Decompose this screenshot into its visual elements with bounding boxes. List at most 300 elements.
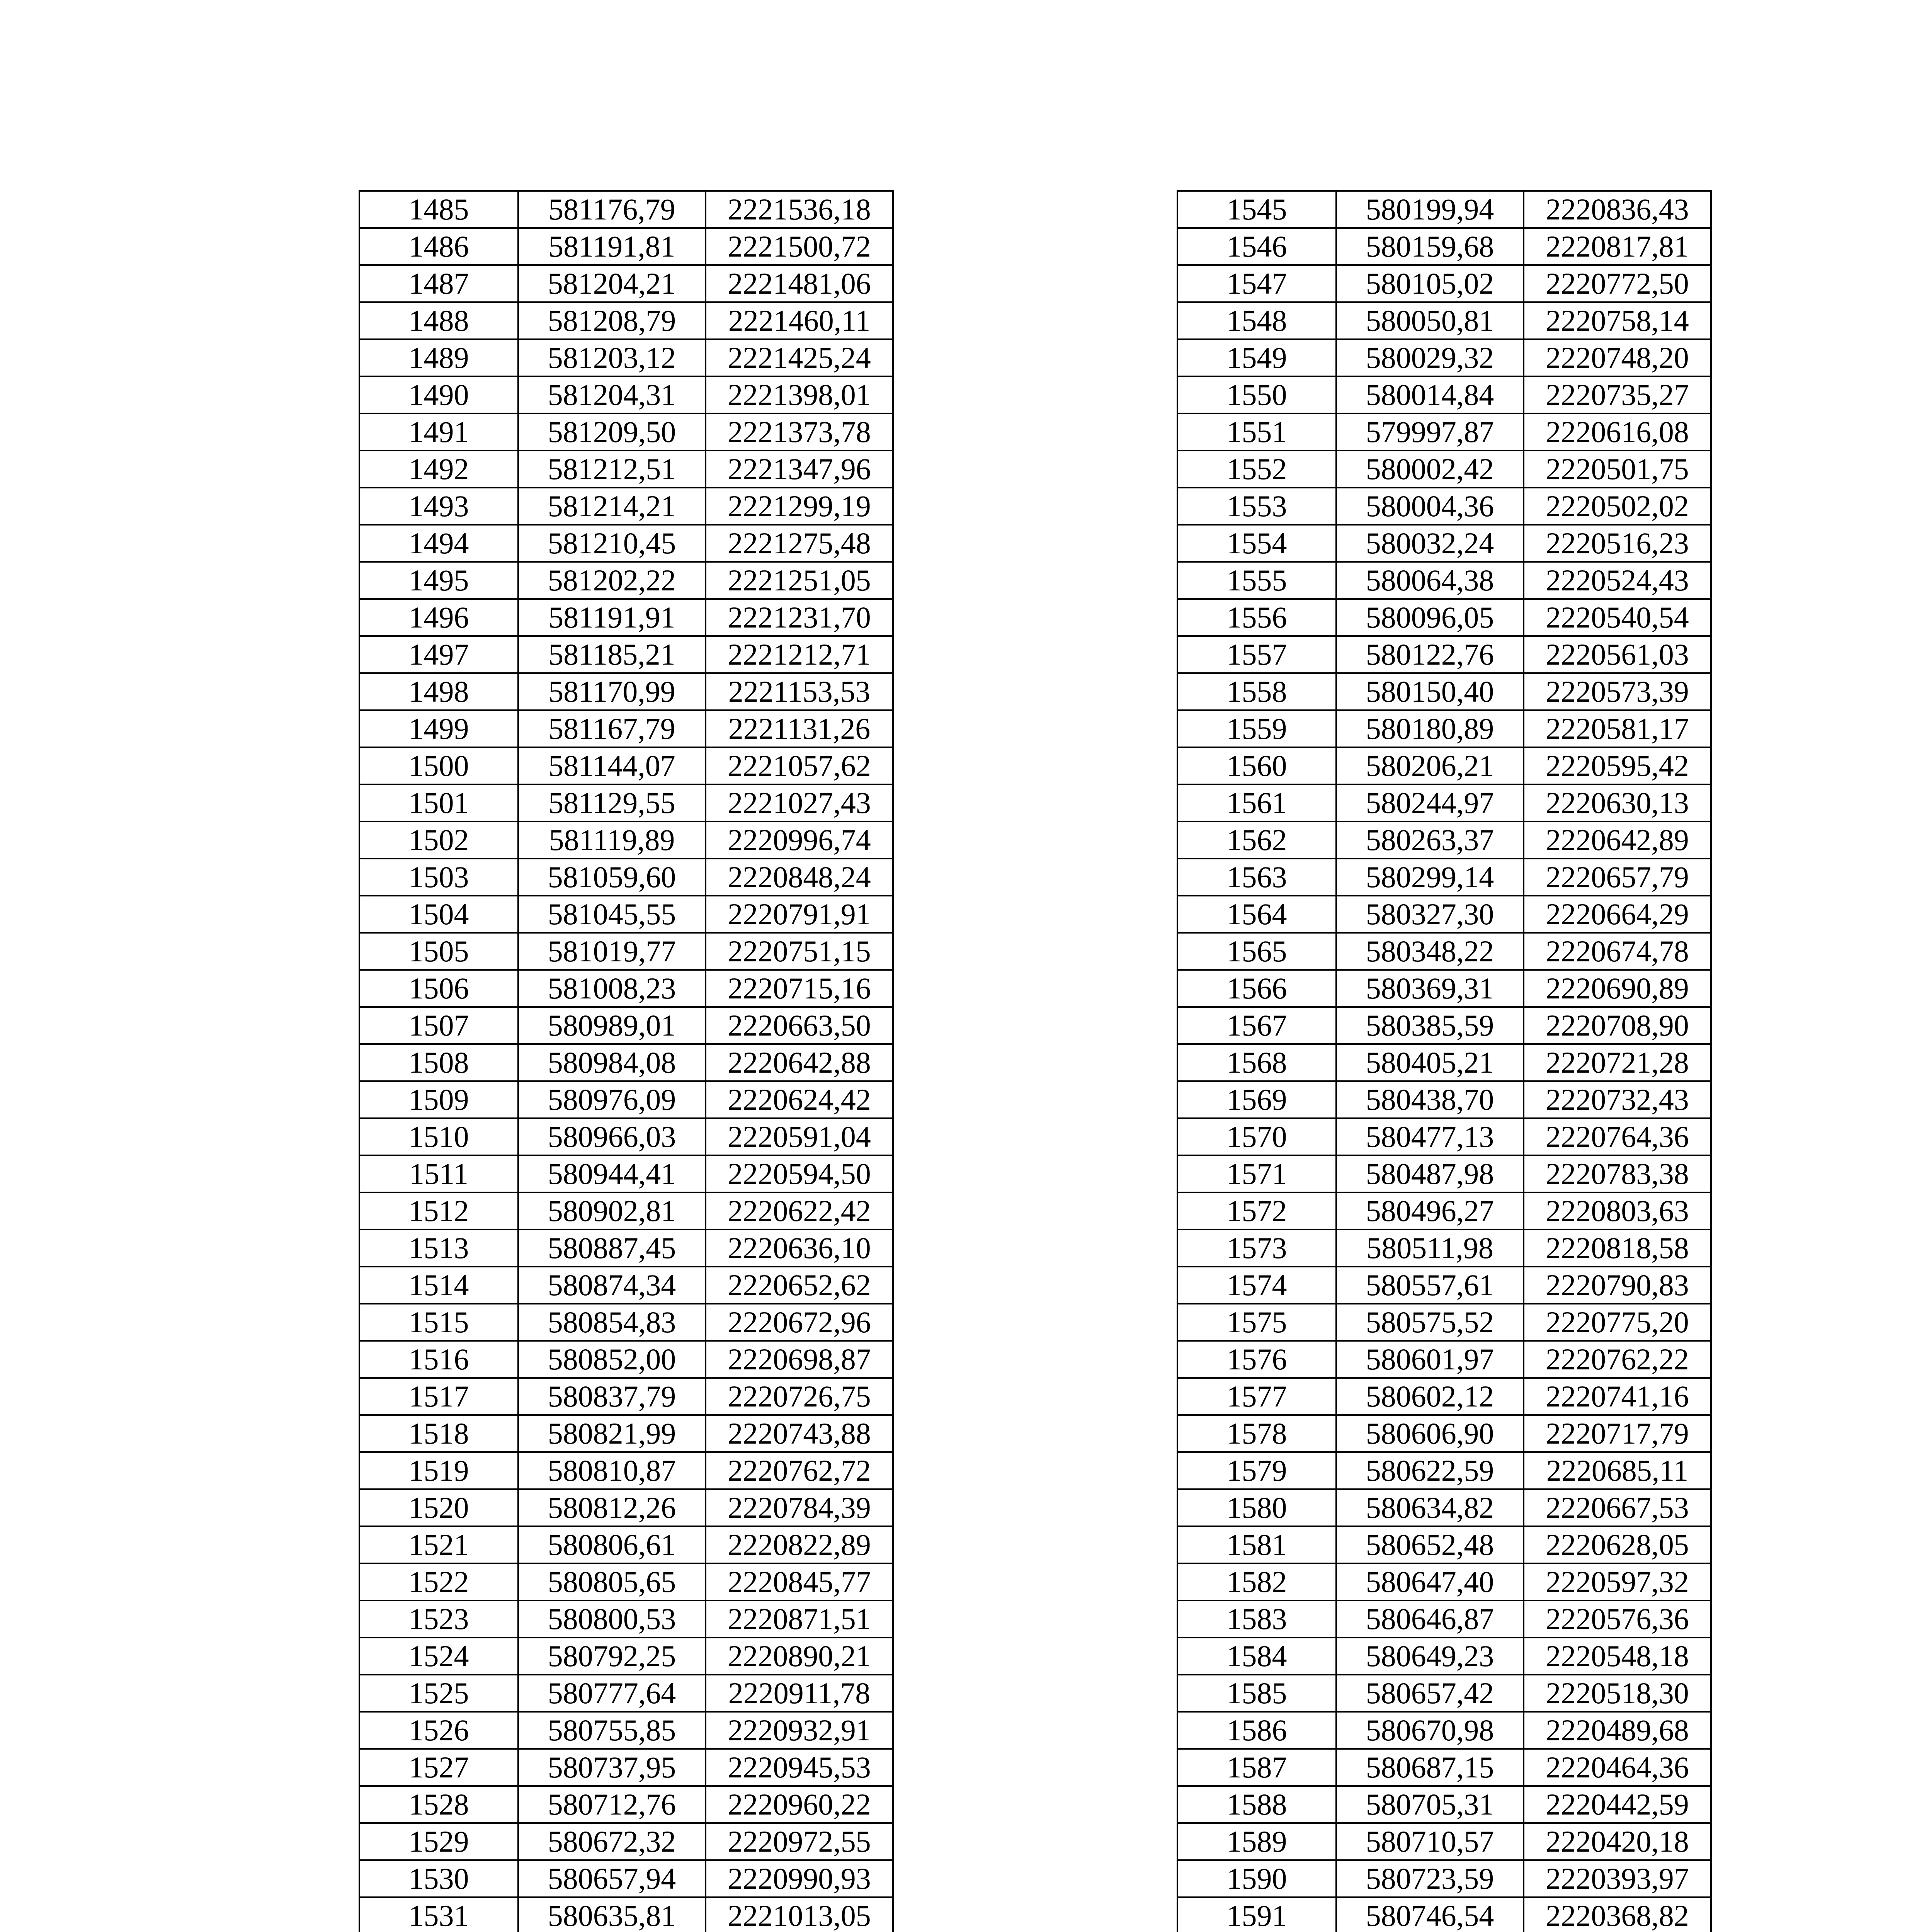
x-coordinate-cell: 580902,81 [518, 1192, 706, 1230]
y-coordinate-cell: 2220674,78 [1524, 933, 1711, 970]
table-row [1177, 1378, 1711, 1415]
table-row [359, 228, 893, 265]
x-coordinate-cell: 581191,91 [518, 599, 706, 636]
point-number-cell: 1548 [1177, 302, 1336, 339]
point-number-cell: 1564 [1177, 896, 1336, 933]
x-coordinate-cell: 580854,83 [518, 1304, 706, 1341]
table-row [1177, 228, 1711, 265]
y-coordinate-cell: 2220848,24 [706, 859, 893, 896]
table-row [359, 376, 893, 413]
y-coordinate-cell: 2220420,18 [1524, 1823, 1711, 1860]
y-coordinate-cell: 2221013,05 [706, 1897, 893, 1932]
x-coordinate-cell: 580984,08 [518, 1044, 706, 1081]
table-row [1177, 1341, 1711, 1378]
y-coordinate-cell: 2220594,50 [706, 1155, 893, 1192]
x-coordinate-cell: 580622,59 [1336, 1452, 1524, 1489]
table-row [1177, 1489, 1711, 1526]
point-number-cell: 1527 [359, 1749, 518, 1786]
x-coordinate-cell: 580096,05 [1336, 599, 1524, 636]
y-coordinate-cell: 2220597,32 [1524, 1563, 1711, 1600]
table-row [1177, 1044, 1711, 1081]
y-coordinate-cell: 2221251,05 [706, 562, 893, 599]
point-number-cell: 1568 [1177, 1044, 1336, 1081]
y-coordinate-cell: 2220717,79 [1524, 1415, 1711, 1452]
point-number-cell: 1530 [359, 1860, 518, 1897]
point-number-cell: 1575 [1177, 1304, 1336, 1341]
y-coordinate-cell: 2220591,04 [706, 1118, 893, 1155]
point-number-cell: 1489 [359, 339, 518, 376]
x-coordinate-cell: 581212,51 [518, 451, 706, 488]
y-coordinate-cell: 2220836,43 [1524, 191, 1711, 228]
table-row [359, 413, 893, 451]
x-coordinate-cell: 581202,22 [518, 562, 706, 599]
table-row [359, 933, 893, 970]
point-number-cell: 1517 [359, 1378, 518, 1415]
y-coordinate-cell: 2221299,19 [706, 488, 893, 525]
y-coordinate-cell: 2220540,54 [1524, 599, 1711, 636]
point-number-cell: 1579 [1177, 1452, 1336, 1489]
point-number-cell: 1502 [359, 821, 518, 859]
table-row [359, 747, 893, 784]
x-coordinate-cell: 580806,61 [518, 1526, 706, 1563]
y-coordinate-cell: 2220822,89 [706, 1526, 893, 1563]
x-coordinate-cell: 580649,23 [1336, 1638, 1524, 1675]
table-row [1177, 859, 1711, 896]
table-row [359, 1712, 893, 1749]
x-coordinate-cell: 580496,27 [1336, 1192, 1524, 1230]
table-row [359, 859, 893, 896]
x-coordinate-cell: 580511,98 [1336, 1230, 1524, 1267]
y-coordinate-cell: 2220518,30 [1524, 1675, 1711, 1712]
x-coordinate-cell: 580887,45 [518, 1230, 706, 1267]
table-row [1177, 265, 1711, 302]
y-coordinate-cell: 2220652,62 [706, 1267, 893, 1304]
y-coordinate-cell: 2220524,43 [1524, 562, 1711, 599]
y-coordinate-cell: 2220790,83 [1524, 1267, 1711, 1304]
point-number-cell: 1513 [359, 1230, 518, 1267]
table-row [359, 1378, 893, 1415]
point-number-cell: 1552 [1177, 451, 1336, 488]
table-row [359, 784, 893, 821]
point-number-cell: 1515 [359, 1304, 518, 1341]
table-row [1177, 1675, 1711, 1712]
point-number-cell: 1559 [1177, 710, 1336, 747]
point-number-cell: 1586 [1177, 1712, 1336, 1749]
table-row [359, 636, 893, 673]
x-coordinate-cell: 581208,79 [518, 302, 706, 339]
x-coordinate-cell: 580602,12 [1336, 1378, 1524, 1415]
point-number-cell: 1555 [1177, 562, 1336, 599]
x-coordinate-cell: 580150,40 [1336, 673, 1524, 710]
y-coordinate-cell: 2220743,88 [706, 1415, 893, 1452]
x-coordinate-cell: 580206,21 [1336, 747, 1524, 784]
y-coordinate-cell: 2220715,16 [706, 970, 893, 1007]
table-row [359, 1823, 893, 1860]
y-coordinate-cell: 2220911,78 [706, 1675, 893, 1712]
point-number-cell: 1557 [1177, 636, 1336, 673]
y-coordinate-cell: 2220622,42 [706, 1192, 893, 1230]
point-number-cell: 1571 [1177, 1155, 1336, 1192]
x-coordinate-cell: 580606,90 [1336, 1415, 1524, 1452]
x-coordinate-cell: 580050,81 [1336, 302, 1524, 339]
y-coordinate-cell: 2220871,51 [706, 1600, 893, 1638]
point-number-cell: 1569 [1177, 1081, 1336, 1118]
y-coordinate-cell: 2221347,96 [706, 451, 893, 488]
point-number-cell: 1545 [1177, 191, 1336, 228]
y-coordinate-cell: 2220642,88 [706, 1044, 893, 1081]
y-coordinate-cell: 2220708,90 [1524, 1007, 1711, 1044]
y-coordinate-cell: 2220664,29 [1524, 896, 1711, 933]
point-number-cell: 1570 [1177, 1118, 1336, 1155]
table-row [1177, 747, 1711, 784]
x-coordinate-cell: 580810,87 [518, 1452, 706, 1489]
x-coordinate-cell: 580348,22 [1336, 933, 1524, 970]
x-coordinate-cell: 580159,68 [1336, 228, 1524, 265]
table-row [359, 1415, 893, 1452]
table-row [1177, 1823, 1711, 1860]
x-coordinate-cell: 580944,41 [518, 1155, 706, 1192]
y-coordinate-cell: 2220817,81 [1524, 228, 1711, 265]
point-number-cell: 1510 [359, 1118, 518, 1155]
point-number-cell: 1585 [1177, 1675, 1336, 1712]
y-coordinate-cell: 2220516,23 [1524, 525, 1711, 562]
table-row [1177, 710, 1711, 747]
x-coordinate-cell: 580805,65 [518, 1563, 706, 1600]
point-number-cell: 1497 [359, 636, 518, 673]
x-coordinate-cell: 581167,79 [518, 710, 706, 747]
y-coordinate-cell: 2220758,14 [1524, 302, 1711, 339]
point-number-cell: 1509 [359, 1081, 518, 1118]
x-coordinate-cell: 581176,79 [518, 191, 706, 228]
table-row [359, 1044, 893, 1081]
table-row [1177, 339, 1711, 376]
x-coordinate-cell: 580634,82 [1336, 1489, 1524, 1526]
x-coordinate-cell: 580180,89 [1336, 710, 1524, 747]
y-coordinate-cell: 2220784,39 [706, 1489, 893, 1526]
table-row [359, 1897, 893, 1932]
x-coordinate-cell: 581059,60 [518, 859, 706, 896]
table-row [1177, 1415, 1711, 1452]
point-number-cell: 1572 [1177, 1192, 1336, 1230]
y-coordinate-cell: 2220726,75 [706, 1378, 893, 1415]
y-coordinate-cell: 2220945,53 [706, 1749, 893, 1786]
point-number-cell: 1563 [1177, 859, 1336, 896]
x-coordinate-cell: 580647,40 [1336, 1563, 1524, 1600]
point-number-cell: 1583 [1177, 1600, 1336, 1638]
x-coordinate-cell: 580487,98 [1336, 1155, 1524, 1192]
point-number-cell: 1519 [359, 1452, 518, 1489]
x-coordinate-cell: 580687,15 [1336, 1749, 1524, 1786]
point-number-cell: 1491 [359, 413, 518, 451]
x-coordinate-cell: 581045,55 [518, 896, 706, 933]
coordinates-table-left [359, 190, 894, 1932]
x-coordinate-cell: 580064,38 [1336, 562, 1524, 599]
x-coordinate-cell: 580746,54 [1336, 1897, 1524, 1932]
y-coordinate-cell: 2220762,72 [706, 1452, 893, 1489]
y-coordinate-cell: 2221373,78 [706, 413, 893, 451]
table-row [359, 1675, 893, 1712]
y-coordinate-cell: 2221425,24 [706, 339, 893, 376]
point-number-cell: 1550 [1177, 376, 1336, 413]
table-row [359, 488, 893, 525]
table-row [359, 710, 893, 747]
x-coordinate-cell: 580800,53 [518, 1600, 706, 1638]
table-row [1177, 821, 1711, 859]
table-body [1177, 191, 1711, 1932]
point-number-cell: 1574 [1177, 1267, 1336, 1304]
point-number-cell: 1553 [1177, 488, 1336, 525]
x-coordinate-cell: 580601,97 [1336, 1341, 1524, 1378]
point-number-cell: 1531 [359, 1897, 518, 1932]
point-number-cell: 1523 [359, 1600, 518, 1638]
point-number-cell: 1486 [359, 228, 518, 265]
table-row [1177, 488, 1711, 525]
y-coordinate-cell: 2221500,72 [706, 228, 893, 265]
x-coordinate-cell: 581209,50 [518, 413, 706, 451]
point-number-cell: 1505 [359, 933, 518, 970]
point-number-cell: 1501 [359, 784, 518, 821]
table-row [359, 1452, 893, 1489]
y-coordinate-cell: 2220772,50 [1524, 265, 1711, 302]
y-coordinate-cell: 2220442,59 [1524, 1786, 1711, 1823]
y-coordinate-cell: 2221231,70 [706, 599, 893, 636]
x-coordinate-cell: 580299,14 [1336, 859, 1524, 896]
table-row [1177, 376, 1711, 413]
point-number-cell: 1580 [1177, 1489, 1336, 1526]
y-coordinate-cell: 2220932,91 [706, 1712, 893, 1749]
point-number-cell: 1587 [1177, 1749, 1336, 1786]
point-number-cell: 1492 [359, 451, 518, 488]
point-number-cell: 1506 [359, 970, 518, 1007]
point-number-cell: 1528 [359, 1786, 518, 1823]
y-coordinate-cell: 2220735,27 [1524, 376, 1711, 413]
y-coordinate-cell: 2220672,96 [706, 1304, 893, 1341]
point-number-cell: 1584 [1177, 1638, 1336, 1675]
y-coordinate-cell: 2220628,05 [1524, 1526, 1711, 1563]
table-row [359, 1860, 893, 1897]
table-row [359, 1267, 893, 1304]
point-number-cell: 1485 [359, 191, 518, 228]
x-coordinate-cell: 580821,99 [518, 1415, 706, 1452]
table-row [1177, 413, 1711, 451]
table-row [1177, 451, 1711, 488]
table-row [1177, 1786, 1711, 1823]
point-number-cell: 1526 [359, 1712, 518, 1749]
point-number-cell: 1516 [359, 1341, 518, 1378]
x-coordinate-cell: 580672,32 [518, 1823, 706, 1860]
table-row [1177, 636, 1711, 673]
table-row [359, 1786, 893, 1823]
point-number-cell: 1582 [1177, 1563, 1336, 1600]
table-row [1177, 1267, 1711, 1304]
y-coordinate-cell: 2220698,87 [706, 1341, 893, 1378]
x-coordinate-cell: 580712,76 [518, 1786, 706, 1823]
table-row [1177, 1600, 1711, 1638]
y-coordinate-cell: 2220581,17 [1524, 710, 1711, 747]
y-coordinate-cell: 2220657,79 [1524, 859, 1711, 896]
x-coordinate-cell: 579997,87 [1336, 413, 1524, 451]
x-coordinate-cell: 580976,09 [518, 1081, 706, 1118]
table-row [1177, 1118, 1711, 1155]
point-number-cell: 1511 [359, 1155, 518, 1192]
point-number-cell: 1524 [359, 1638, 518, 1675]
y-coordinate-cell: 2220764,36 [1524, 1118, 1711, 1155]
y-coordinate-cell: 2221536,18 [706, 191, 893, 228]
table-row [1177, 1452, 1711, 1489]
point-number-cell: 1576 [1177, 1341, 1336, 1378]
table-row [359, 562, 893, 599]
y-coordinate-cell: 2220818,58 [1524, 1230, 1711, 1267]
point-number-cell: 1522 [359, 1563, 518, 1600]
point-number-cell: 1488 [359, 302, 518, 339]
table-row [359, 1489, 893, 1526]
x-coordinate-cell: 580557,61 [1336, 1267, 1524, 1304]
x-coordinate-cell: 580777,64 [518, 1675, 706, 1712]
y-coordinate-cell: 2220561,03 [1524, 636, 1711, 673]
y-coordinate-cell: 2220690,89 [1524, 970, 1711, 1007]
point-number-cell: 1578 [1177, 1415, 1336, 1452]
x-coordinate-cell: 581214,21 [518, 488, 706, 525]
y-coordinate-cell: 2220595,42 [1524, 747, 1711, 784]
x-coordinate-cell: 580263,37 [1336, 821, 1524, 859]
y-coordinate-cell: 2220368,82 [1524, 1897, 1711, 1932]
y-coordinate-cell: 2220636,10 [706, 1230, 893, 1267]
x-coordinate-cell: 580646,87 [1336, 1600, 1524, 1638]
table-row [359, 451, 893, 488]
point-number-cell: 1560 [1177, 747, 1336, 784]
y-coordinate-cell: 2220548,18 [1524, 1638, 1711, 1675]
y-coordinate-cell: 2220791,91 [706, 896, 893, 933]
point-number-cell: 1546 [1177, 228, 1336, 265]
x-coordinate-cell: 580032,24 [1336, 525, 1524, 562]
x-coordinate-cell: 580385,59 [1336, 1007, 1524, 1044]
point-number-cell: 1581 [1177, 1526, 1336, 1563]
x-coordinate-cell: 581185,21 [518, 636, 706, 673]
point-number-cell: 1556 [1177, 599, 1336, 636]
x-coordinate-cell: 580723,59 [1336, 1860, 1524, 1897]
x-coordinate-cell: 581008,23 [518, 970, 706, 1007]
y-coordinate-cell: 2220762,22 [1524, 1341, 1711, 1378]
point-number-cell: 1529 [359, 1823, 518, 1860]
table-row [1177, 1860, 1711, 1897]
y-coordinate-cell: 2221481,06 [706, 265, 893, 302]
table-row [1177, 673, 1711, 710]
x-coordinate-cell: 580105,02 [1336, 265, 1524, 302]
table-row [1177, 933, 1711, 970]
table-row [359, 1600, 893, 1638]
point-number-cell: 1521 [359, 1526, 518, 1563]
y-coordinate-cell: 2221275,48 [706, 525, 893, 562]
x-coordinate-cell: 580705,31 [1336, 1786, 1524, 1823]
y-coordinate-cell: 2220751,15 [706, 933, 893, 970]
point-number-cell: 1496 [359, 599, 518, 636]
x-coordinate-cell: 581203,12 [518, 339, 706, 376]
point-number-cell: 1518 [359, 1415, 518, 1452]
point-number-cell: 1551 [1177, 413, 1336, 451]
point-number-cell: 1514 [359, 1267, 518, 1304]
y-coordinate-cell: 2221398,01 [706, 376, 893, 413]
y-coordinate-cell: 2220845,77 [706, 1563, 893, 1600]
x-coordinate-cell: 581210,45 [518, 525, 706, 562]
table-body [359, 191, 893, 1932]
x-coordinate-cell: 581119,89 [518, 821, 706, 859]
table-row [359, 821, 893, 859]
y-coordinate-cell: 2220890,21 [706, 1638, 893, 1675]
point-number-cell: 1508 [359, 1044, 518, 1081]
table-row [1177, 562, 1711, 599]
point-number-cell: 1494 [359, 525, 518, 562]
table-row [359, 1526, 893, 1563]
y-coordinate-cell: 2220972,55 [706, 1823, 893, 1860]
y-coordinate-cell: 2220630,13 [1524, 784, 1711, 821]
table-row [1177, 1563, 1711, 1600]
x-coordinate-cell: 580837,79 [518, 1378, 706, 1415]
point-number-cell: 1573 [1177, 1230, 1336, 1267]
x-coordinate-cell: 580327,30 [1336, 896, 1524, 933]
y-coordinate-cell: 2221057,62 [706, 747, 893, 784]
point-number-cell: 1590 [1177, 1860, 1336, 1897]
y-coordinate-cell: 2220960,22 [706, 1786, 893, 1823]
x-coordinate-cell: 581019,77 [518, 933, 706, 970]
x-coordinate-cell: 580438,70 [1336, 1081, 1524, 1118]
table-row [1177, 1712, 1711, 1749]
y-coordinate-cell: 2220741,16 [1524, 1378, 1711, 1415]
x-coordinate-cell: 580029,32 [1336, 339, 1524, 376]
y-coordinate-cell: 2220489,68 [1524, 1712, 1711, 1749]
point-number-cell: 1558 [1177, 673, 1336, 710]
table-row [1177, 599, 1711, 636]
table-row [359, 1304, 893, 1341]
y-coordinate-cell: 2220803,63 [1524, 1192, 1711, 1230]
table-row [1177, 784, 1711, 821]
y-coordinate-cell: 2220501,75 [1524, 451, 1711, 488]
y-coordinate-cell: 2220721,28 [1524, 1044, 1711, 1081]
x-coordinate-cell: 580710,57 [1336, 1823, 1524, 1860]
table-row [1177, 896, 1711, 933]
table-row [1177, 1749, 1711, 1786]
point-number-cell: 1567 [1177, 1007, 1336, 1044]
point-number-cell: 1562 [1177, 821, 1336, 859]
point-number-cell: 1577 [1177, 1378, 1336, 1415]
table-row [1177, 1230, 1711, 1267]
y-coordinate-cell: 2220576,36 [1524, 1600, 1711, 1638]
point-number-cell: 1495 [359, 562, 518, 599]
table-row [359, 1192, 893, 1230]
y-coordinate-cell: 2221027,43 [706, 784, 893, 821]
point-number-cell: 1504 [359, 896, 518, 933]
point-number-cell: 1499 [359, 710, 518, 747]
point-number-cell: 1588 [1177, 1786, 1336, 1823]
point-number-cell: 1565 [1177, 933, 1336, 970]
x-coordinate-cell: 580369,31 [1336, 970, 1524, 1007]
x-coordinate-cell: 580122,76 [1336, 636, 1524, 673]
y-coordinate-cell: 2220685,11 [1524, 1452, 1711, 1489]
table-row [359, 599, 893, 636]
x-coordinate-cell: 580657,42 [1336, 1675, 1524, 1712]
y-coordinate-cell: 2220775,20 [1524, 1304, 1711, 1341]
y-coordinate-cell: 2220642,89 [1524, 821, 1711, 859]
x-coordinate-cell: 580852,00 [518, 1341, 706, 1378]
y-coordinate-cell: 2220393,97 [1524, 1860, 1711, 1897]
y-coordinate-cell: 2221460,11 [706, 302, 893, 339]
table-row [359, 1341, 893, 1378]
point-number-cell: 1503 [359, 859, 518, 896]
x-coordinate-cell: 580755,85 [518, 1712, 706, 1749]
point-number-cell: 1547 [1177, 265, 1336, 302]
x-coordinate-cell: 580652,48 [1336, 1526, 1524, 1563]
x-coordinate-cell: 580989,01 [518, 1007, 706, 1044]
x-coordinate-cell: 581129,55 [518, 784, 706, 821]
